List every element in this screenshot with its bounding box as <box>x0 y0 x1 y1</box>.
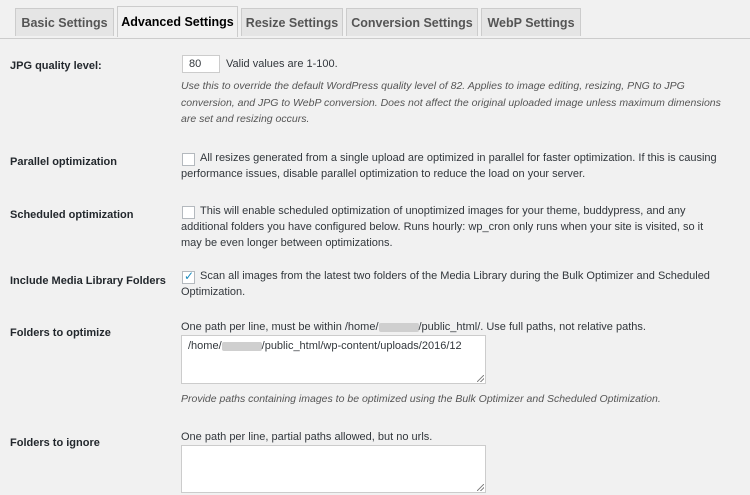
folders-to-optimize-description: Provide paths containing images to be optimized using the Bulk Optimizer and Scheduled Optimization. <box>181 393 661 405</box>
folders-to-ignore-label: Folders to ignore <box>10 437 100 449</box>
tab-conversion-settings[interactable]: Conversion Settings <box>346 8 478 36</box>
media-library-folders-text: Scan all images from the latest two folders of the Media Library during the Bulk Optimizer and Scheduled Optimization. <box>181 270 710 298</box>
folders-to-optimize-label: Folders to optimize <box>10 327 111 339</box>
checkmark-icon: ✓ <box>184 269 195 283</box>
tab-resize-settings[interactable]: Resize Settings <box>241 8 343 36</box>
media-library-folders-label: Include Media Library Folders <box>10 275 166 287</box>
folders-to-ignore-textarea[interactable] <box>181 445 486 493</box>
jpg-quality-hint: Valid values are 1-100. <box>226 58 338 70</box>
redacted-username <box>379 323 419 332</box>
resize-grip-icon[interactable] <box>477 375 484 382</box>
tab-webp-settings[interactable]: WebP Settings <box>481 8 581 36</box>
redacted-username-path <box>222 342 262 351</box>
folders-to-optimize-textarea[interactable]: /home/ /public_html/wp-content/uploads/2016/12 <box>181 335 486 384</box>
parallel-optimization-label: Parallel optimization <box>10 156 117 168</box>
settings-tabs <box>0 0 750 39</box>
folders-to-ignore-hint: One path per line, partial paths allowed, but no urls. <box>181 431 433 443</box>
folders-to-optimize-hint: One path per line, must be within /home/ /public_html/. Use full paths, not relative paths. <box>181 321 646 333</box>
scheduled-optimization-label: Scheduled optimization <box>10 209 134 221</box>
jpg-quality-description: Use this to override the default WordPress quality level of 82. Applies to image editing, resizing, PNG to JPG conversion, and JPG to WebP conversion. Does not affect the original uploaded image unless maximum dimensions are set and resizing occurs. <box>181 80 721 125</box>
tab-basic-settings[interactable]: Basic Settings <box>15 8 114 36</box>
jpg-quality-label: JPG quality level: <box>10 60 102 72</box>
scheduled-optimization-text: This will enable scheduled optimization of unoptimized images for your theme, buddypress, and any additional folders you have configured below. Runs hourly: wp_cron only runs when your site is visited, so it may be even longer between optimizations. <box>181 205 704 249</box>
jpg-quality-input[interactable] <box>182 55 220 73</box>
tab-advanced-settings[interactable]: Advanced Settings <box>117 6 238 37</box>
parallel-optimization-text: All resizes generated from a single upload are optimized in parallel for faster optimization. If this is causing performance issues, disable parallel optimization to reduce the load on your server. <box>181 152 717 180</box>
resize-grip-icon[interactable] <box>477 484 484 491</box>
